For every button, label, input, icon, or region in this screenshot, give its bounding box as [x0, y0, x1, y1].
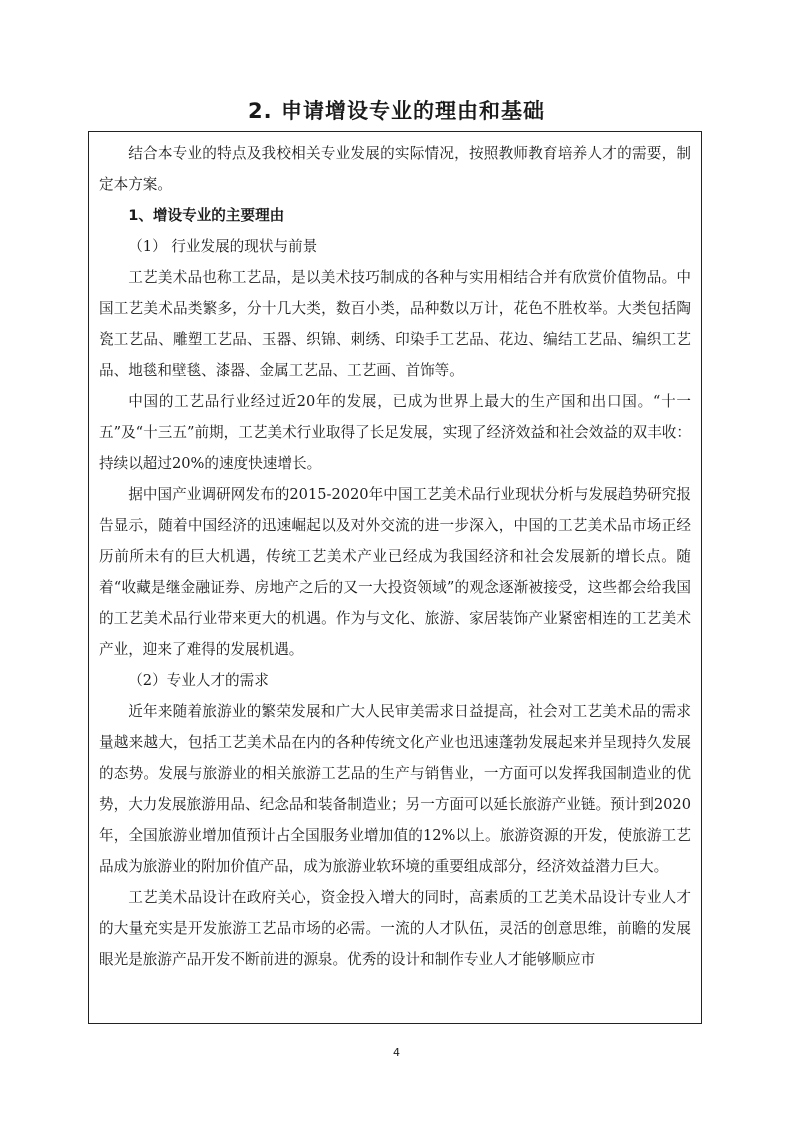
paragraph-crafts-definition: 工艺美术品也称工艺品，是以美术技巧制成的各种与实用相结合并有欣赏价值物品。中国工艺美术品类繁多，分十几大类，数百小类，品种数以万计，花色不胜枚举。大类包括陶瓷工艺品、雕塑工艺品、玉器、织锦、刺绣、印染手工艺品、花边、编结工艺品、编织工艺品、地毯和壁毯、漆器、金属工艺品、工艺画、首饰等。: [99, 269, 691, 379]
paragraph-market-report: 据中国产业调研网发布的2015-2020年中国工艺美术品行业现状分析与发展趋势研究报告显示，随着中国经济的迅速崛起以及对外交流的进一步深入，中国的工艺美术品市场正经历前所未有的巨大机遇，传统工艺美术产业已经成为我国经济和社会发展新的增长点。随着“收藏是继金融证券、房地产之后的又一大投资领域”的观念逐渐被接受，这些都会给我国的工艺美术品行业带来更大的机遇。作为与文化、旅游、家居装饰产业紧密相连的工艺美术产业，迎来了难得的发展机遇。: [99, 486, 691, 658]
content-box: [88, 131, 702, 1024]
page-number: 4: [393, 1046, 400, 1059]
intro-paragraph: 结合本专业的特点及我校相关专业发展的实际情况，按照教师教育培养人才的需要，制定本方案。: [99, 145, 691, 193]
section-title: 2. 申请增设专业的理由和基础: [248, 99, 545, 123]
heading-main-reasons: 1、增设专业的主要理由: [128, 207, 285, 224]
paragraph-industry-growth: 中国的工艺品行业经过近20年的发展，已成为世界上最大的生产国和出口国。“十一五”及“十三五”前期，工艺美术行业取得了长足发展，实现了经济效益和社会效益的双丰收：持续以超过20%的速度快速增长。: [99, 393, 691, 472]
paragraph-tourism-demand: 近年来随着旅游业的繁荣发展和广大人民审美需求日益提高，社会对工艺美术品的需求量越来越大，包括工艺美术品在内的各种传统文化产业也迅速蓬勃发展起来并呈现持久发展的态势。发展与旅游业的相关旅游工艺品的生产与销售业，一方面可以发挥我国制造业的优势，大力发展旅游用品、纪念品和装备制造业；另一方面可以延长旅游产业链。预计到2020年，全国旅游业增加值预计占全国服务业增加值的12%以上。旅游资源的开发，使旅游工艺品成为旅游业的附加价值产品，成为旅游业软环境的重要组成部分，经济效益潜力巨大。: [99, 703, 691, 875]
paragraph-talent-need: 工艺美术品设计在政府关心，资金投入增大的同时，高素质的工艺美术品设计专业人才的大量充实是开发旅游工艺品市场的必需。一流的人才队伍，灵活的创意思维，前瞻的发展眼光是旅游产品开发不断前进的源泉。优秀的设计和制作专业人才能够顺应市: [99, 889, 691, 968]
subheading-talent-demand: （2）专业人才的需求: [128, 672, 269, 689]
subheading-industry: （1） 行业发展的现状与前景: [128, 238, 318, 255]
